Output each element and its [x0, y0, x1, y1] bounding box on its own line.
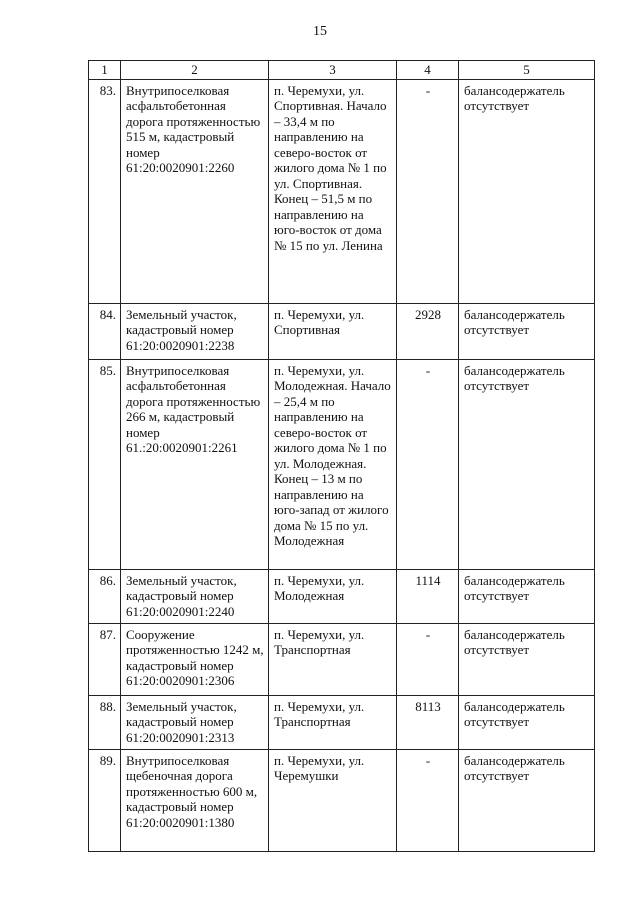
object-location: п. Черемухи, ул. Транспортная — [269, 623, 397, 695]
balance-holder: балансодержатель отсутствует — [459, 749, 595, 851]
balance-holder: балансодержатель отсутствует — [459, 79, 595, 303]
object-description: Внутрипоселковая асфальтобетонная дорога протяженностью 515 м, кадастровый номер 61:20:0020901:2260 — [121, 79, 269, 303]
table-row — [89, 623, 595, 695]
object-area: 8113 — [397, 695, 459, 749]
balance-holder: балансодержатель отсутствует — [459, 303, 595, 359]
table-row — [89, 749, 595, 851]
balance-holder: балансодержатель отсутствует — [459, 569, 595, 623]
column-header-1: 1 — [89, 61, 121, 80]
object-area: 2928 — [397, 303, 459, 359]
object-area: - — [397, 749, 459, 851]
table-row — [89, 303, 595, 359]
header-row — [89, 61, 595, 80]
table-row — [89, 79, 595, 303]
object-description: Внутрипоселковая щебеночная дорога протяженностью 600 м, кадастровый номер 61:20:0020901:1380 — [121, 749, 269, 851]
object-description: Земельный участок, кадастровый номер 61:20:0020901:2240 — [121, 569, 269, 623]
table-row — [89, 569, 595, 623]
column-header-5: 5 — [459, 61, 595, 80]
object-area: - — [397, 79, 459, 303]
balance-holder: балансодержатель отсутствует — [459, 695, 595, 749]
object-area: - — [397, 359, 459, 569]
column-header-2: 2 — [121, 61, 269, 80]
object-location: п. Черемухи, ул. Спортивная — [269, 303, 397, 359]
row-number: 84. — [89, 303, 121, 359]
row-number: 86. — [89, 569, 121, 623]
column-header-4: 4 — [397, 61, 459, 80]
row-number: 88. — [89, 695, 121, 749]
object-description: Земельный участок, кадастровый номер 61:20:0020901:2313 — [121, 695, 269, 749]
object-description: Земельный участок, кадастровый номер 61:20:0020901:2238 — [121, 303, 269, 359]
object-location: п. Черемухи, ул. Молодежная. Начало – 25,4 м по направлению на северо-восток от жилого дома № 1 по ул. Молодежная. Конец – 13 м по направлению на юго-запад от жилого дома № 15 по ул. Молодежная — [269, 359, 397, 569]
table-row — [89, 359, 595, 569]
row-number: 89. — [89, 749, 121, 851]
row-number: 87. — [89, 623, 121, 695]
table-header — [89, 61, 595, 80]
balance-holder: балансодержатель отсутствует — [459, 359, 595, 569]
object-description: Внутрипоселковая асфальтобетонная дорога протяженностью 266 м, кадастровый номер 61.:20:0020901:2261 — [121, 359, 269, 569]
page-number: 15 — [313, 24, 327, 39]
table-row — [89, 695, 595, 749]
object-description: Сооружение протяженностью 1242 м, кадастровый номер 61:20:0020901:2306 — [121, 623, 269, 695]
table-body — [89, 79, 595, 851]
object-location: п. Черемухи, ул. Молодежная — [269, 569, 397, 623]
row-number: 83. — [89, 79, 121, 303]
object-area: - — [397, 623, 459, 695]
object-location: п. Черемухи, ул. Черемушки — [269, 749, 397, 851]
balance-holder: балансодержатель отсутствует — [459, 623, 595, 695]
column-header-3: 3 — [269, 61, 397, 80]
row-number: 85. — [89, 359, 121, 569]
object-area: 1114 — [397, 569, 459, 623]
object-location: п. Черемухи, ул. Спортивная. Начало – 33,4 м по направлению на северо-восток от жилого дома № 1 по ул. Спортивная. Конец – 51,5 м по направлению на юго-восток от дома № 15 по ул. Ленина — [269, 79, 397, 303]
object-location: п. Черемухи, ул. Транспортная — [269, 695, 397, 749]
property-registry-table — [88, 60, 595, 852]
